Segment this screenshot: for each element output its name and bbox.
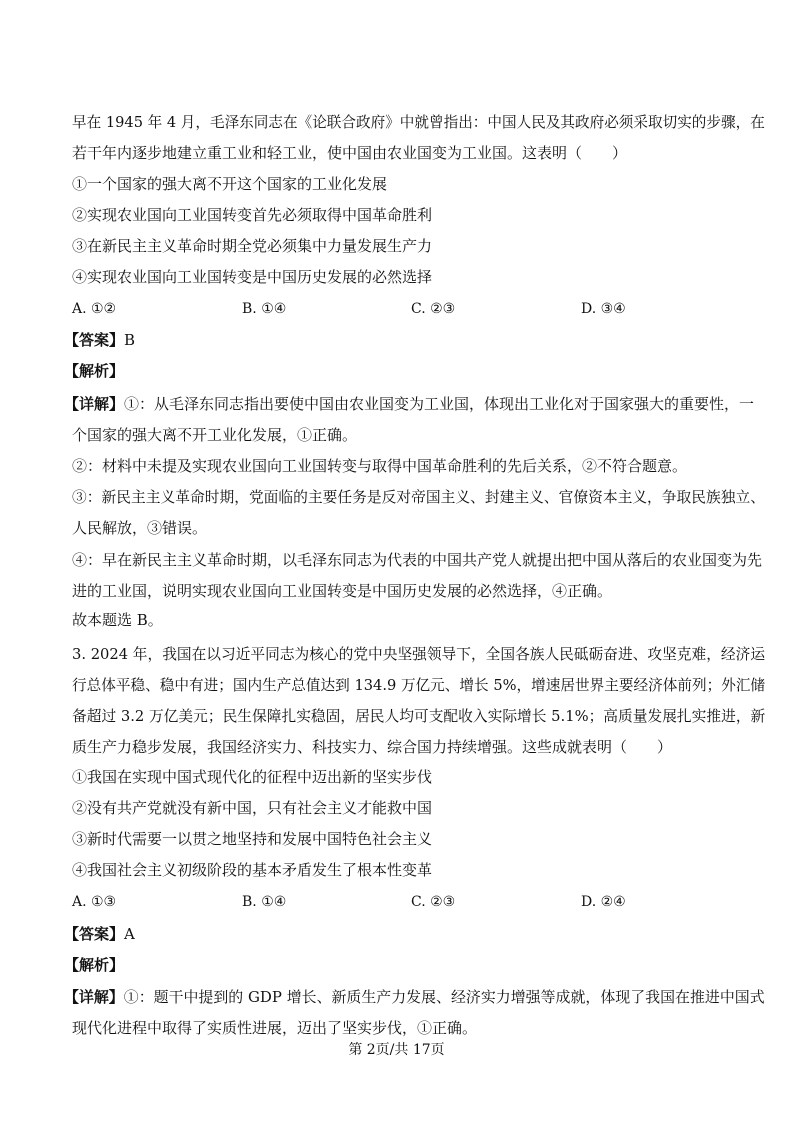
q2-stem-line-1: 早在 1945 年 4 月，毛泽东同志在《论联合政府》中就曾指出：中国人民及其政府必须采取切实的步骤，在 xyxy=(72,113,765,131)
q2-detail-line-3: ②：材料中未提及实现农业国向工业国转变与取得中国革命胜利的先后关系，②不符合题意。 xyxy=(72,457,688,475)
q3-item-1: ①我国在实现中国式现代化的征程中迈出新的坚实步伐 xyxy=(72,768,433,786)
q3-option-d: D. ②④ xyxy=(581,894,626,910)
detail-tag: 【详解】 xyxy=(64,395,125,413)
q3-stem-line-4: 质生产力稳步发展，我国经济实力、科技实力、综合国力持续增强。这些成就表明（ ） xyxy=(72,738,673,756)
q3-option-c: C. ②③ xyxy=(411,894,456,910)
page-footer: 第 2页/共 17页 xyxy=(348,1042,445,1058)
q2-answer xyxy=(64,330,135,350)
detail-tag: 【详解】 xyxy=(64,988,124,1006)
q2-detail-line-1 xyxy=(64,394,754,414)
q2-option-c: C. ②③ xyxy=(411,301,456,317)
q2-item-4: ④实现农业国向工业国转变是中国历史发展的必然选择 xyxy=(72,268,433,286)
q3-stem-line-3: 备超过 3.2 万亿美元；民生保障扎实稳固，居民人均可支配收入实际增长 5.1%；高质量发展扎实推进，新 xyxy=(72,707,766,725)
q2-option-b: B. ①④ xyxy=(242,301,287,317)
q3-detail-line-2: 现代化进程中取得了实质性进展，迈出了坚实步伐，①正确。 xyxy=(72,1019,478,1037)
analysis-tag: 【解析】 xyxy=(64,362,125,380)
q2-detail-line-4: ③：新民主主义革命时期，党面临的主要任务是反对帝国主义、封建主义、官僚资本主义，争取民族独立、 xyxy=(72,488,766,506)
q3-stem-line-1: 3. 2024 年，我国在以习近平同志为核心的党中央坚强领导下，全国各族人民砥砺奋进、攻坚克难，经济运 xyxy=(72,645,766,663)
q3-item-2: ②没有共产党就没有新中国，只有社会主义才能救中国 xyxy=(72,799,433,817)
answer-tag: 【答案】 xyxy=(64,925,125,943)
q3-option-a: A. ①③ xyxy=(72,894,117,910)
q2-detail-line-5: 人民解放，③错误。 xyxy=(72,519,208,537)
analysis-tag: 【解析】 xyxy=(64,956,125,974)
q3-item-3: ③新时代需要一以贯之地坚持和发展中国特色社会主义 xyxy=(72,830,433,848)
q3-analysis-heading xyxy=(64,955,124,975)
detail-text: ①：从毛泽东同志指出要使中国由农业国变为工业国，体现出工业化对于国家强大的重要性，一 xyxy=(124,395,755,413)
q2-item-1: ①一个国家的强大离不开这个国家的工业化发展 xyxy=(72,175,388,193)
q3-answer xyxy=(64,924,135,944)
q3-stem-line-2: 行总体平稳、稳中有进；国内生产总值达到 134.9 万亿元、增长 5%，增速居世界主要经济体前列；外汇储 xyxy=(72,676,766,694)
answer-value: B xyxy=(124,331,136,349)
q2-item-2: ②实现农业国向工业国转变首先必须取得中国革命胜利 xyxy=(72,206,433,224)
q2-detail-line-6: ④：早在新民主主义革命时期，以毛泽东同志为代表的中国共产党人就提出把中国从落后的农业国变为先 xyxy=(72,551,763,569)
q2-stem-line-2: 若干年内逐步地建立重工业和轻工业，使中国由农业国变为工业国。这表明（ ） xyxy=(72,144,628,162)
q2-option-d: D. ③④ xyxy=(581,301,626,317)
answer-tag: 【答案】 xyxy=(64,331,125,349)
q2-conclusion: 故本题选 B。 xyxy=(72,611,163,629)
q3-detail-line-1 xyxy=(64,987,765,1007)
q2-detail-line-7: 进的工业国，说明实现农业国向工业国转变是中国历史发展的必然选择，④正确。 xyxy=(72,582,613,600)
detail-text: ①：题干中提到的 GDP 增长、新质生产力发展、经济实力增强等成就，体现了我国在推进中国式 xyxy=(123,988,765,1006)
q2-analysis-heading xyxy=(64,361,124,381)
q3-item-4: ④我国社会主义初级阶段的基本矛盾发生了根本性变革 xyxy=(72,861,433,879)
q2-detail-line-2: 个国家的强大离不开工业化发展，①正确。 xyxy=(72,426,358,444)
q3-option-b: B. ①④ xyxy=(242,894,287,910)
q2-item-3: ③在新民主主义革命时期全党必须集中力量发展生产力 xyxy=(72,237,433,255)
answer-value: A xyxy=(124,925,135,943)
q2-option-a: A. ①② xyxy=(72,301,117,317)
